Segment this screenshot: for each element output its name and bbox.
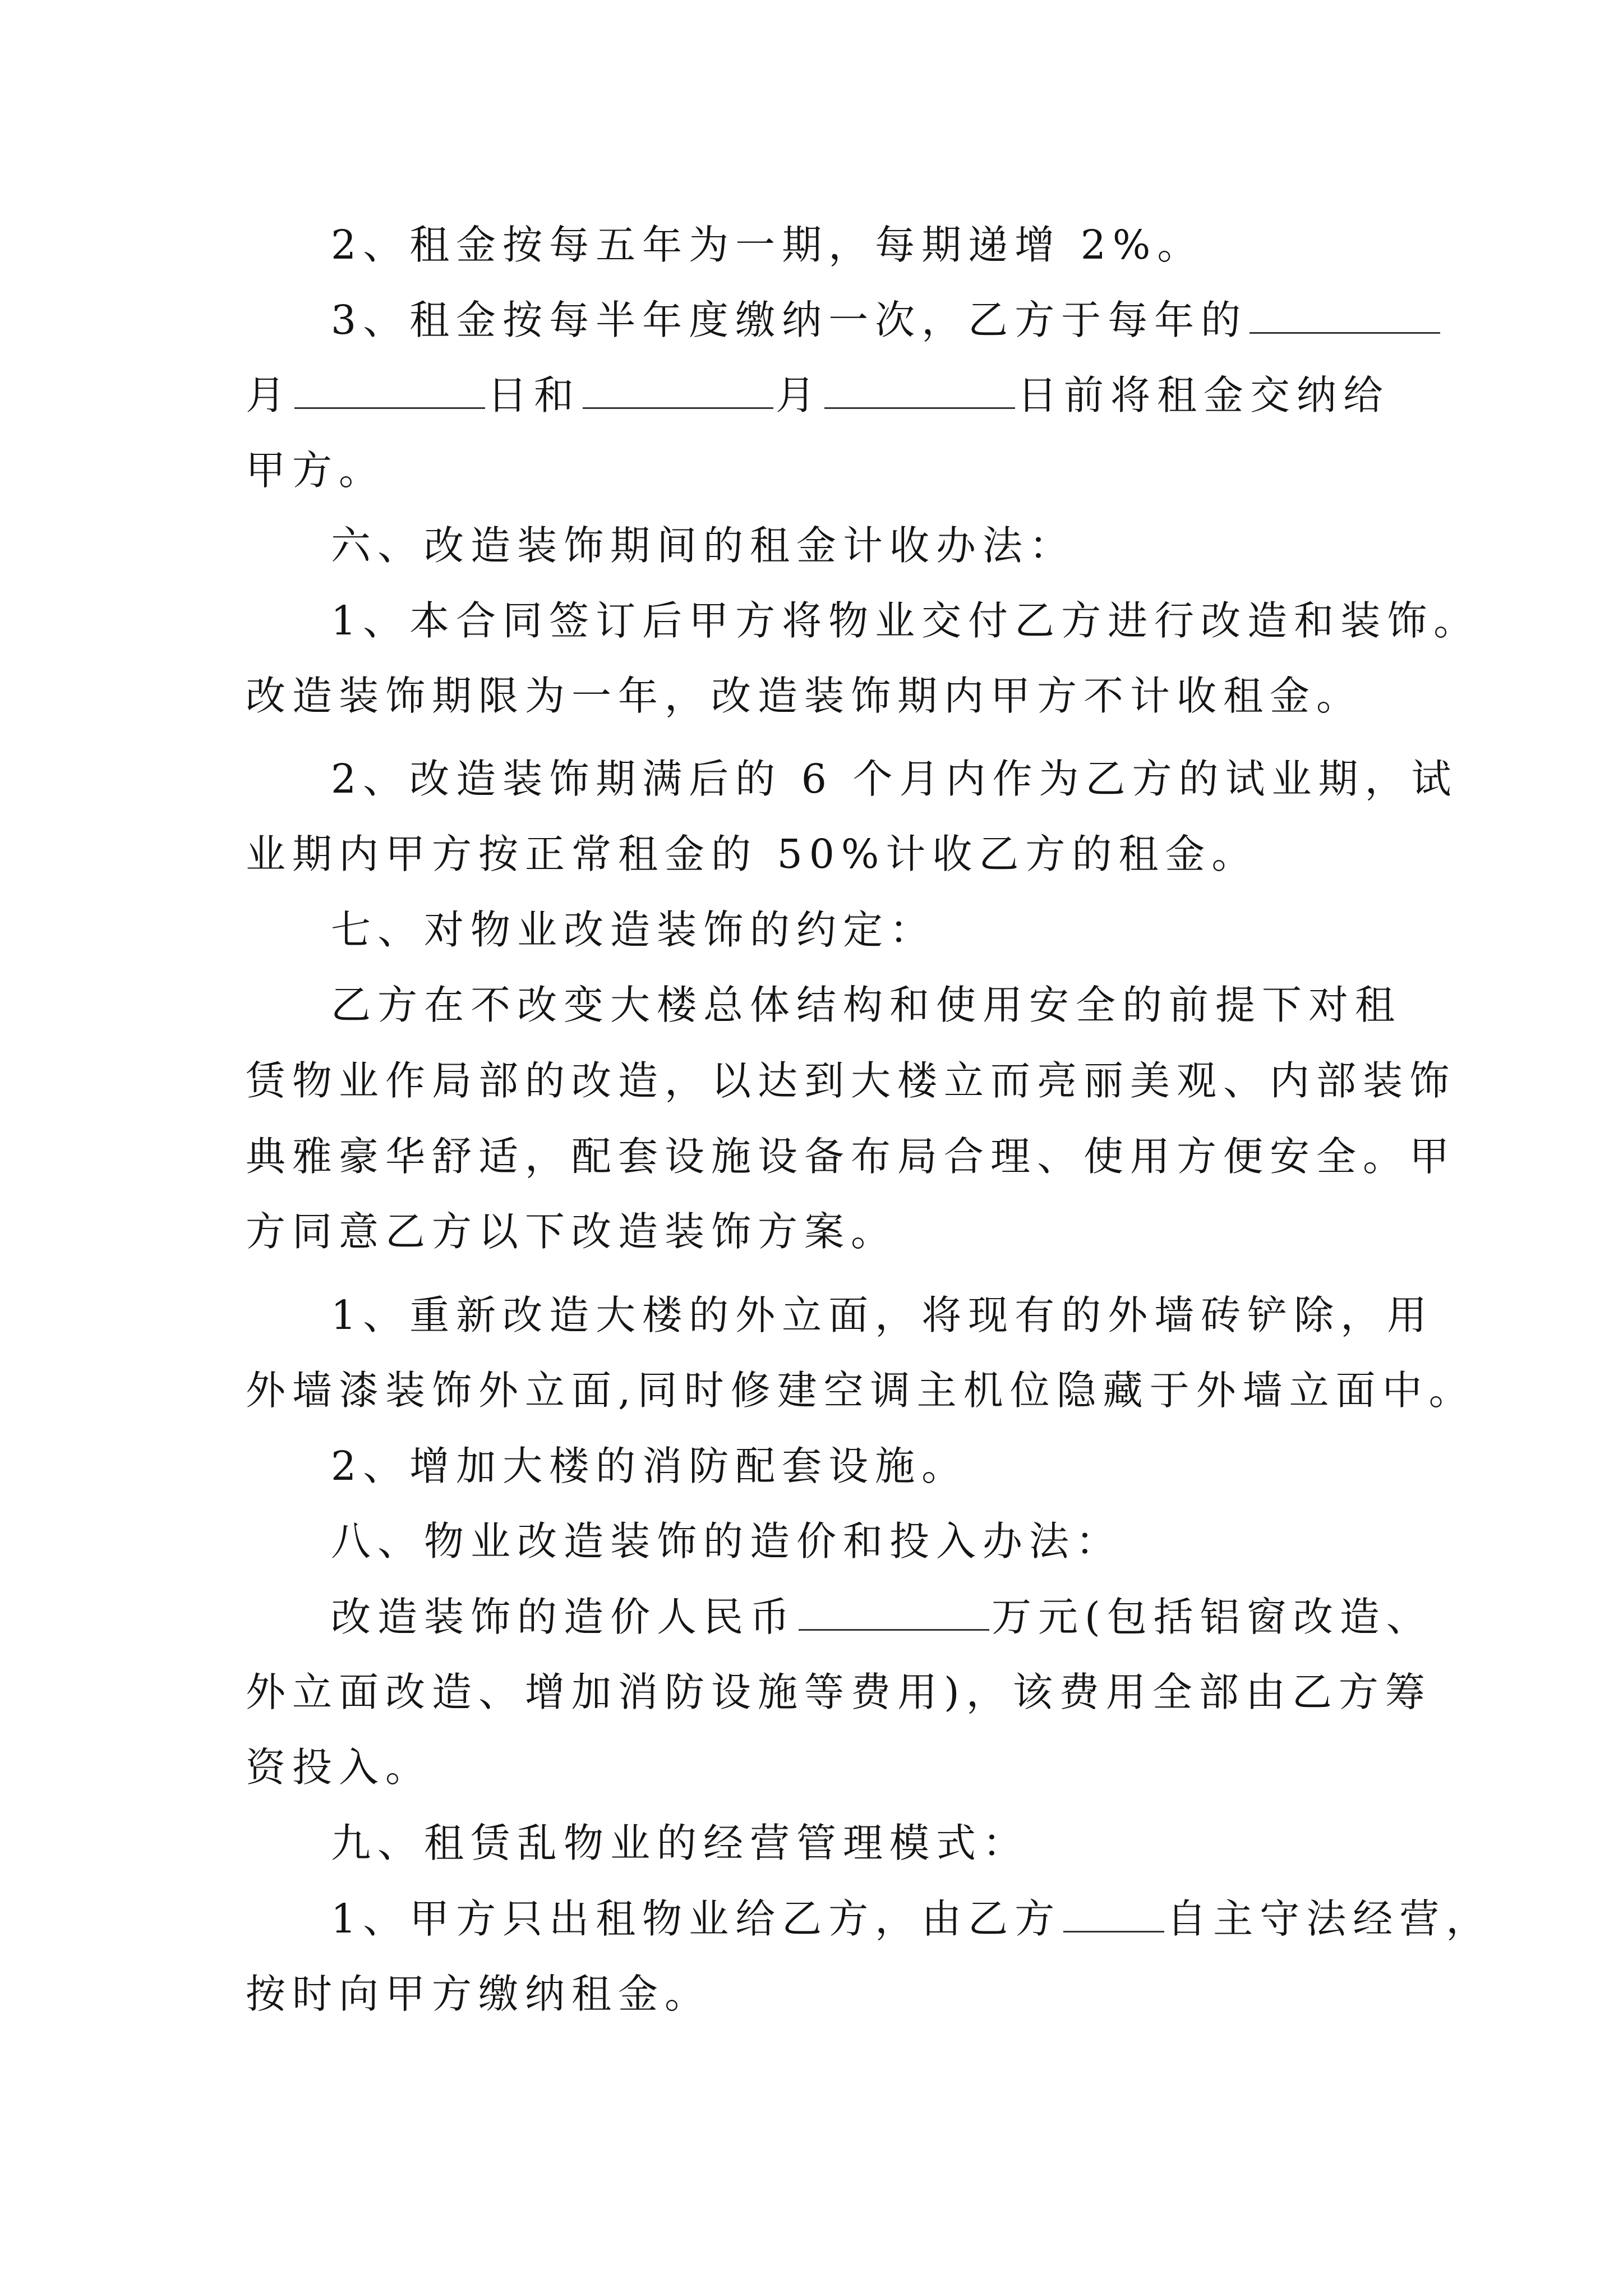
section-8-para-line-2 <box>246 1656 1432 1729</box>
clause-5-3-end <box>246 434 1390 507</box>
text: 1、本合同签订后甲方将物业交付乙方进行改造和装饰。 <box>331 597 1481 644</box>
text: 日和 <box>487 372 581 418</box>
blank-field <box>824 372 1015 409</box>
text: 赁物业作局部的改造，以达到大楼立而亮丽美观、内部装饰 <box>246 1057 1456 1104</box>
text: 月 <box>246 372 293 418</box>
blank-field <box>1249 297 1440 334</box>
text: 2、增加大楼的消防配套设施。 <box>331 1443 969 1489</box>
blank-field <box>1063 1896 1164 1932</box>
text: 1、甲方只出租物业给乙方，由乙方 <box>331 1895 1062 1942</box>
text: 月 <box>776 372 823 418</box>
section-9-heading <box>331 1807 1475 1880</box>
section-7-para-line-3 <box>246 1120 1456 1193</box>
clause-6-1-cont <box>246 660 1390 733</box>
section-6-heading <box>331 509 1475 582</box>
text: 业期内甲方按正常租金的 50%计收乙方的租金。 <box>246 831 1258 877</box>
clause-7-2 <box>331 1430 1475 1503</box>
text: 六、改造装饰期间的租金计收办法： <box>331 522 1076 569</box>
blank-field <box>799 1594 989 1631</box>
text: 八、物业改造装饰的造价和投入办法： <box>331 1518 1123 1565</box>
text: 自主守法经营， <box>1166 1895 1493 1942</box>
section-8-para-line-1 <box>331 1581 1475 1654</box>
section-8-para-line-3 <box>246 1731 1390 1804</box>
section-7-para-line-1 <box>331 969 1475 1042</box>
text: 3、租金按每半年度缴纳一次，乙方于每年的 <box>331 297 1248 343</box>
text: 外墙漆装饰外立面,同时修建空调主机位隐藏于外墙立面中。 <box>246 1367 1476 1414</box>
clause-5-3-dates <box>246 359 1390 432</box>
section-7-heading <box>331 894 1475 967</box>
clause-5-3 <box>331 284 1475 357</box>
text: 甲方。 <box>246 447 386 494</box>
text: 1、重新改造大楼的外立面，将现有的外墙砖铲除，用 <box>331 1292 1434 1338</box>
text: 日前将租金交纳给 <box>1017 372 1390 418</box>
text: 按时向甲方缴纳租金。 <box>246 1971 712 2017</box>
text: 改造装饰期限为一年，改造装饰期内甲方不计收租金。 <box>246 673 1363 719</box>
blank-field <box>583 372 773 409</box>
text: 典雅豪华舒适，配套设施设备布局合理、使用方便安全。甲 <box>246 1133 1456 1180</box>
text: 七、对物业改造装饰的约定： <box>331 907 937 953</box>
text: 乙方在不改变大楼总体结构和使用安全的前提下对租 <box>331 982 1402 1028</box>
section-8-heading <box>331 1505 1475 1578</box>
text: 改造装饰的造价人民币 <box>331 1594 797 1640</box>
text: 2、改造装饰期满后的 6 个月内作为乙方的试业期，试 <box>331 756 1458 802</box>
clause-6-2-cont <box>246 818 1390 891</box>
section-7-para-line-4 <box>246 1195 1390 1268</box>
text: 2、租金按每五年为一期，每期递增 2%。 <box>331 222 1204 268</box>
text: 九、租赁乱物业的经营管理模式： <box>331 1820 1030 1866</box>
clause-6-2 <box>331 743 1475 816</box>
clause-9-1 <box>331 1883 1493 1955</box>
clause-7-1-cont <box>246 1354 1476 1427</box>
section-7-para-line-2 <box>246 1045 1456 1117</box>
text: 资投入。 <box>246 1744 432 1791</box>
clause-9-1-cont <box>246 1958 1390 2031</box>
clause-6-1 <box>331 585 1481 657</box>
text: 方同意乙方以下改造装饰方案。 <box>246 1208 898 1255</box>
blank-field <box>294 372 485 409</box>
clause-5-2 <box>331 209 1475 282</box>
text: 外立面改造、增加消防设施等费用)，该费用全部由乙方筹 <box>246 1669 1432 1715</box>
clause-7-1 <box>331 1279 1475 1352</box>
text: 万元(包括铝窗改造、 <box>992 1594 1433 1640</box>
